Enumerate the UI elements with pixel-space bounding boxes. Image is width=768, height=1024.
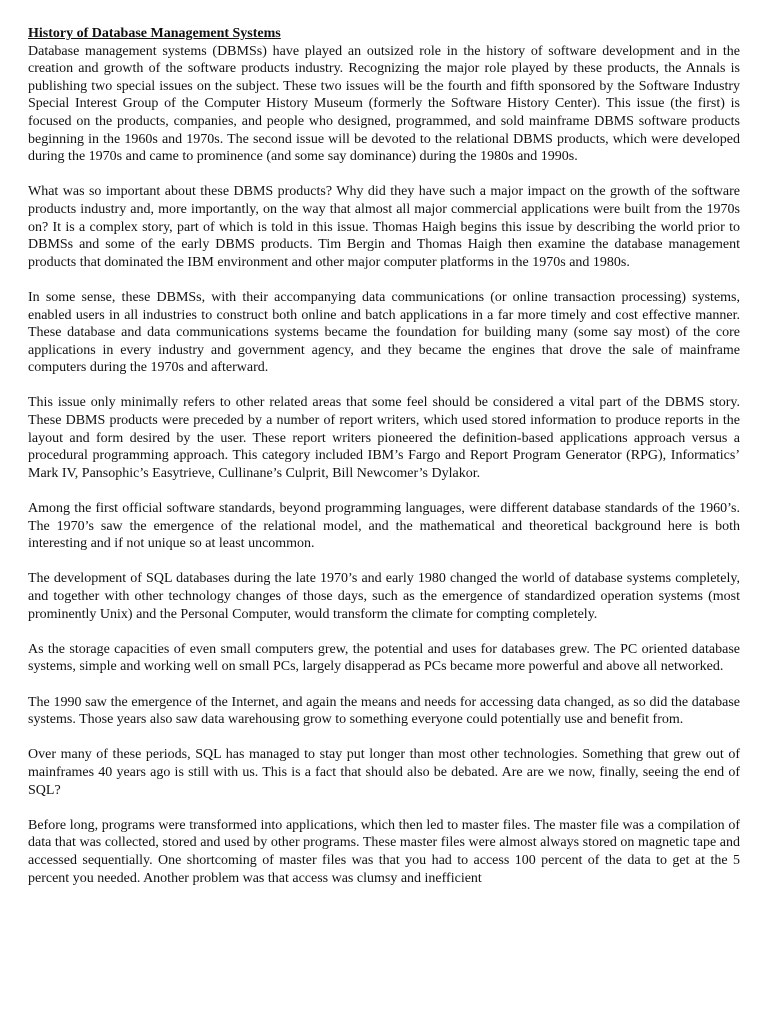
paragraph-internet: The 1990 saw the emergence of the Internet, and again the means and needs for accessing data changed, as so did the database systems. Those years also saw data warehousing grow to something everyone could potentially use and benefit from. bbox=[28, 694, 740, 728]
paragraph-master-files: Before long, programs were transformed into applications, which then led to master files. The master file was a compilation of data that was collected, stored and used by other programs. These master files were almost always stored on magnetic tape and accessed sequentially. One shortcoming of master files was that you had to access 100 percent of the data to get at the 5 percent you needed. Another problem was that access was clumsy and inefficient bbox=[28, 817, 740, 886]
paragraph-online-transactions: In some sense, these DBMSs, with their accompanying data communications (or online transaction processing) systems, enabled users in all industries to construct both online and batch applications in a far more timely and cost effective manner. These database and data communications systems became the foundation for building many (some say most) of the core applications in every industry and government agency, and they became the engines that drove the sale of mainframe computers during the 1970s and afterward. bbox=[28, 289, 740, 376]
paragraph-storage-capacities: As the storage capacities of even small computers grew, the potential and uses for databases grew. The PC oriented database systems, simple and working well on small PCs, largely disapperad as PCs became more powerful and above all networked. bbox=[28, 641, 740, 675]
paragraph-importance: What was so important about these DBMS products? Why did they have such a major impact on the growth of the software products industry and, more importantly, on the way that almost all major commercial applications were built from the 1970s on? It is a complex story, part of which is told in this issue. Thomas Haigh begins this issue by describing the world prior to DBMSs and some of the early DBMS products. Tim Bergin and Thomas Haigh then examine the database management products that dominated the IBM environment and other major computer platforms in the 1970s and 1980s. bbox=[28, 184, 740, 270]
document-page bbox=[28, 25, 740, 905]
paragraph-sql-longevity: Over many of these periods, SQL has managed to stay put longer than most other technologies. Something that grew out of mainframes 40 years ago is still with us. This is a fact that should also be debated. Are are we now, finally, seeing the end of SQL? bbox=[28, 747, 740, 798]
paragraph-intro: Database management systems (DBMSs) have played an outsized role in the history of software development and in the creation and growth of the software products industry. Recognizing the major role played by these products, the Annals is publishing two special issues on the subject. These two issues will be the fourth and fifth sponsored by the Software Industry Special Interest Group of the Computer History Museum (formerly the Software History Center). This issue (the first) is focused on the products, companies, and people who designed, programmed, and sold mainframe DBMS software products beginning in the 1960s and 1970s. The second issue will be devoted to the relational DBMS products, which were developed during the 1970s and came to prominence (and some say dominance) during the 1980s and 1990s. bbox=[28, 43, 740, 165]
paragraph-sql-development: The development of SQL databases during the late 1970’s and early 1980 changed the world of database systems completely, and together with other technology changes of those days, such as the emergence of standardized operation systems (most prominently Unix) and the Personal Computer, would transform the climate for compting completely. bbox=[28, 571, 740, 622]
paragraph-standards: Among the first official software standards, beyond programming languages, were different database standards of the 1960’s. The 1970’s saw the emergence of the relational model, and the mathematical and theoretical background here is both interesting and if not unique so at least uncommon. bbox=[28, 501, 740, 552]
paragraph-report-writers: This issue only minimally refers to other related areas that some feel should be considered a vital part of the DBMS story. These DBMS products were preceded by a number of report writers, which used stored information to produce reports in the layout and form desired by the user. These report writers pioneered the definition-based applications approach versus a procedural programming approach. This category included IBM’s Fargo and Report Program Generator (RPG), Informatics’ Mark IV, Pansophic’s Easytrieve, Cullinane’s Culprit, Bill Newcomer’s Dylakor. bbox=[28, 395, 740, 481]
document-title: History of Database Management Systems bbox=[28, 26, 281, 41]
